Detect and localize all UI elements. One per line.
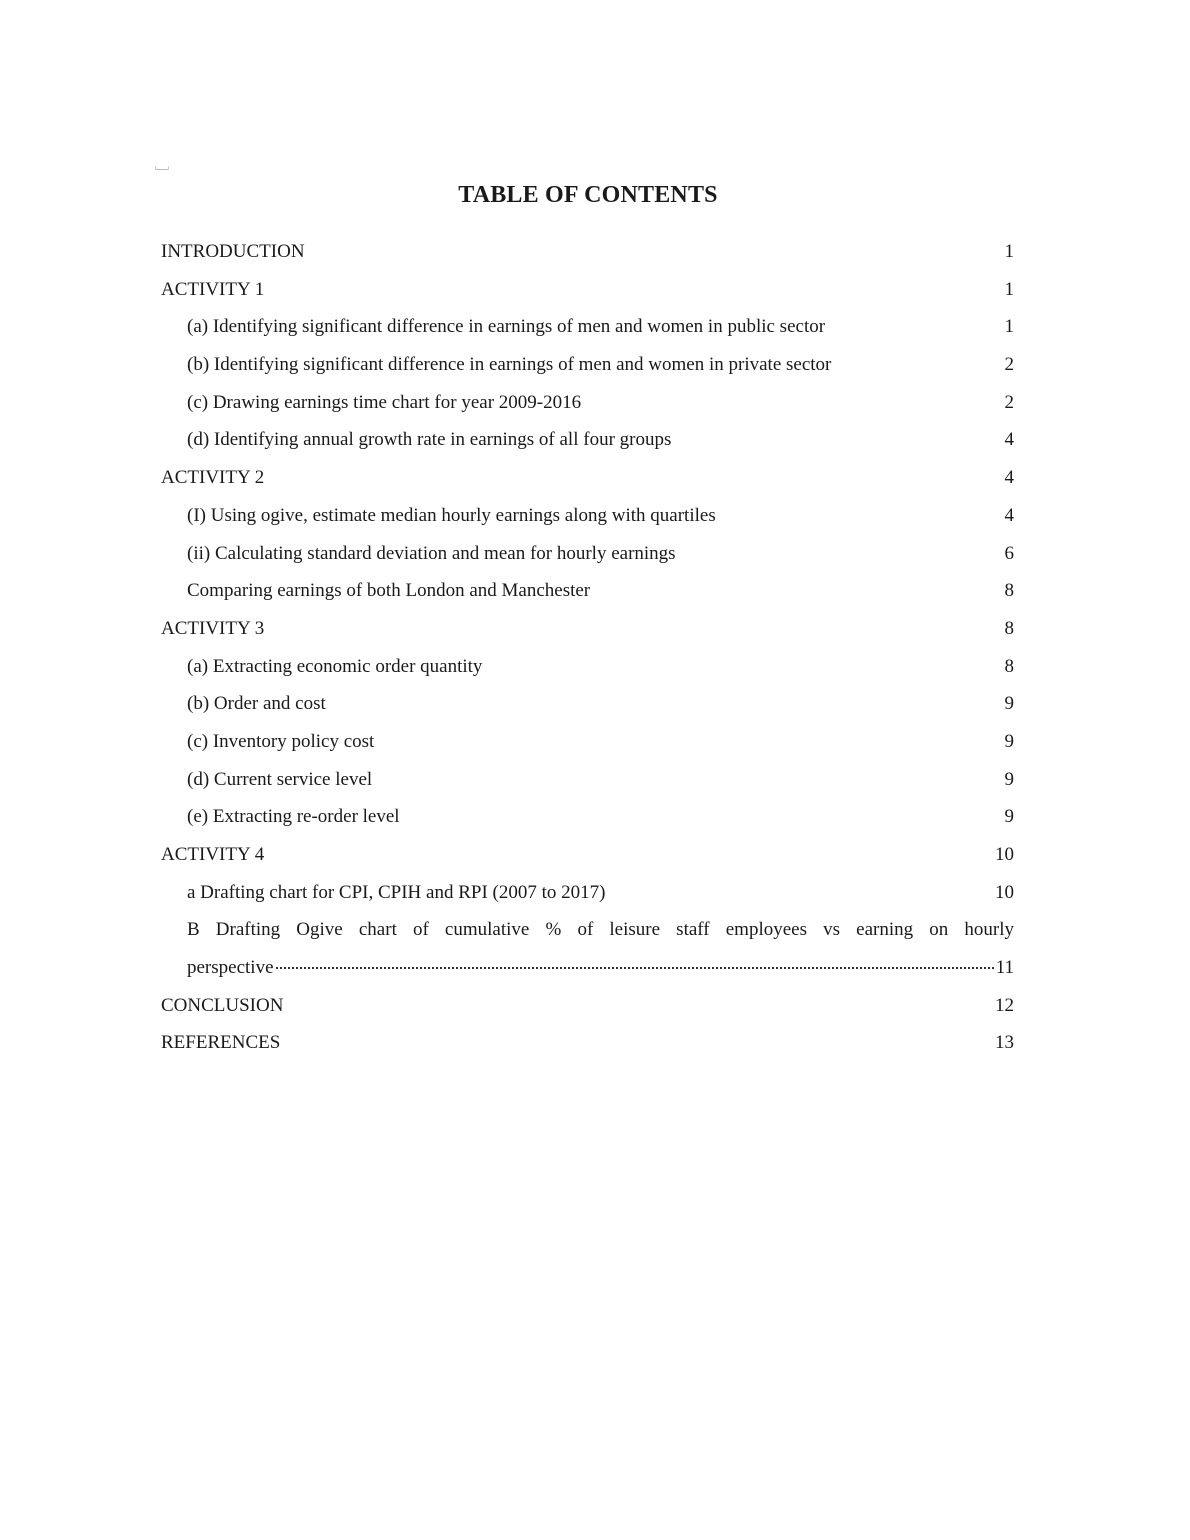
toc-entry-2-comparing[interactable] [161,572,1014,610]
toc-entry-label: ACTIVITY 1 [161,278,265,300]
toc-entry-activity-3[interactable] [161,610,1014,648]
dot-leader [276,972,994,973]
toc-entry-label: ACTIVITY 2 [161,467,265,489]
toc-entry-activity-4[interactable] [161,836,1014,874]
dot-leader [827,331,1002,332]
dot-leader [266,633,1002,634]
toc-entry-label: CONCLUSION [161,994,284,1016]
dot-leader [376,746,1002,747]
toc-entry-page: 8 [1004,580,1014,602]
toc-entry-activity-1[interactable] [161,271,1014,309]
toc-entry-page: 4 [1004,504,1014,526]
toc-entry-page: 6 [1004,542,1014,564]
toc-entry-label: (c) Drawing earnings time chart for year 2009-2016 [187,391,582,413]
toc-entry-page: 4 [1004,429,1014,451]
toc-entry-3c[interactable] [161,723,1014,761]
toc-entry-introduction[interactable] [161,233,1014,271]
page-corner-mark [155,166,169,170]
toc-entry-label: REFERENCES [161,1032,281,1054]
dot-leader [484,671,1002,672]
toc-entry-page: 9 [1004,693,1014,715]
toc-entry-1c[interactable] [161,384,1014,422]
toc-entry-label: (b) Identifying significant difference in earnings of men and women in private sector [187,354,832,376]
toc-entry-page: 11 [995,957,1014,979]
toc-entry-label: ACTIVITY 4 [161,844,265,865]
toc-entry-activity-2[interactable] [161,459,1014,497]
dot-leader [266,859,993,860]
toc-entry-references[interactable] [161,1024,1014,1062]
toc-entry-page: 12 [995,994,1014,1016]
table-of-contents [161,233,1014,1062]
toc-entry-label: (b) Order and cost [187,693,326,715]
toc-entry-page: 2 [1004,391,1014,413]
toc-entry-1d[interactable] [161,421,1014,459]
toc-entry-3d[interactable] [161,761,1014,799]
toc-entry-label-line1: B Drafting Ogive chart of cumulative % of leisure staff employees vs earning on hourly [187,919,1014,941]
toc-entry-3b[interactable] [161,685,1014,723]
toc-entry-1a[interactable] [161,308,1014,346]
dot-leader [266,482,1002,483]
dot-leader [402,821,1003,822]
toc-entry-page: 13 [995,1032,1014,1054]
toc-entry-label: (e) Extracting re-order level [187,806,400,828]
toc-entry-page: 10 [995,844,1014,865]
toc-entry-label-line2: perspective [187,957,274,979]
toc-title: TABLE OF CONTENTS [458,182,718,208]
toc-entry-line2 [187,949,1014,987]
toc-entry-page: 9 [1004,768,1014,790]
toc-entry-page: 1 [1004,241,1014,262]
toc-entry-label: (ii) Calculating standard deviation and mean for hourly earnings [187,542,676,564]
toc-entry-page: 9 [1004,730,1014,752]
dot-leader [833,369,1002,370]
toc-entry-2i[interactable] [161,497,1014,535]
toc-entry-label: a Drafting chart for CPI, CPIH and RPI (2007 to 2017) [187,881,606,903]
toc-entry-label: (d) Identifying annual growth rate in earnings of all four groups [187,429,672,451]
toc-entry-3a[interactable] [161,648,1014,686]
toc-entry-page: 1 [1004,278,1014,300]
toc-entry-page: 8 [1004,655,1014,677]
toc-entry-4b[interactable] [161,911,1014,986]
toc-entry-conclusion[interactable] [161,987,1014,1025]
toc-entry-page: 8 [1004,617,1014,639]
toc-entry-label: Comparing earnings of both London and Manchester [187,580,591,602]
toc-entry-page: 4 [1004,467,1014,489]
toc-entry-page: 9 [1004,806,1014,828]
toc-entry-label: (a) Extracting economic order quantity [187,655,483,677]
toc-entry-label: (a) Identifying significant difference in earnings of men and women in public sector [187,316,826,338]
dot-leader [673,444,1002,445]
dot-leader [607,897,993,898]
dot-leader [282,1047,993,1048]
toc-entry-label: (d) Current service level [187,768,373,790]
dot-leader [583,407,1002,408]
dot-leader [307,256,1003,257]
toc-entry-4a[interactable] [161,874,1014,912]
toc-entry-label: (c) Inventory policy cost [187,730,375,752]
toc-entry-2ii[interactable] [161,535,1014,573]
dot-leader [592,595,1002,596]
dot-leader [678,558,1003,559]
dot-leader [328,708,1003,709]
dot-leader [285,1010,993,1011]
dot-leader [266,294,1002,295]
toc-entry-page: 10 [995,881,1014,903]
toc-entry-label: INTRODUCTION [161,241,305,262]
toc-entry-3e[interactable] [161,798,1014,836]
toc-entry-label: ACTIVITY 3 [161,617,265,639]
toc-entry-page: 1 [1004,316,1014,338]
dot-leader [718,520,1003,521]
toc-entry-1b[interactable] [161,346,1014,384]
toc-entry-label: (I) Using ogive, estimate median hourly earnings along with quartiles [187,504,716,526]
dot-leader [374,784,1002,785]
toc-entry-page: 2 [1004,354,1014,376]
